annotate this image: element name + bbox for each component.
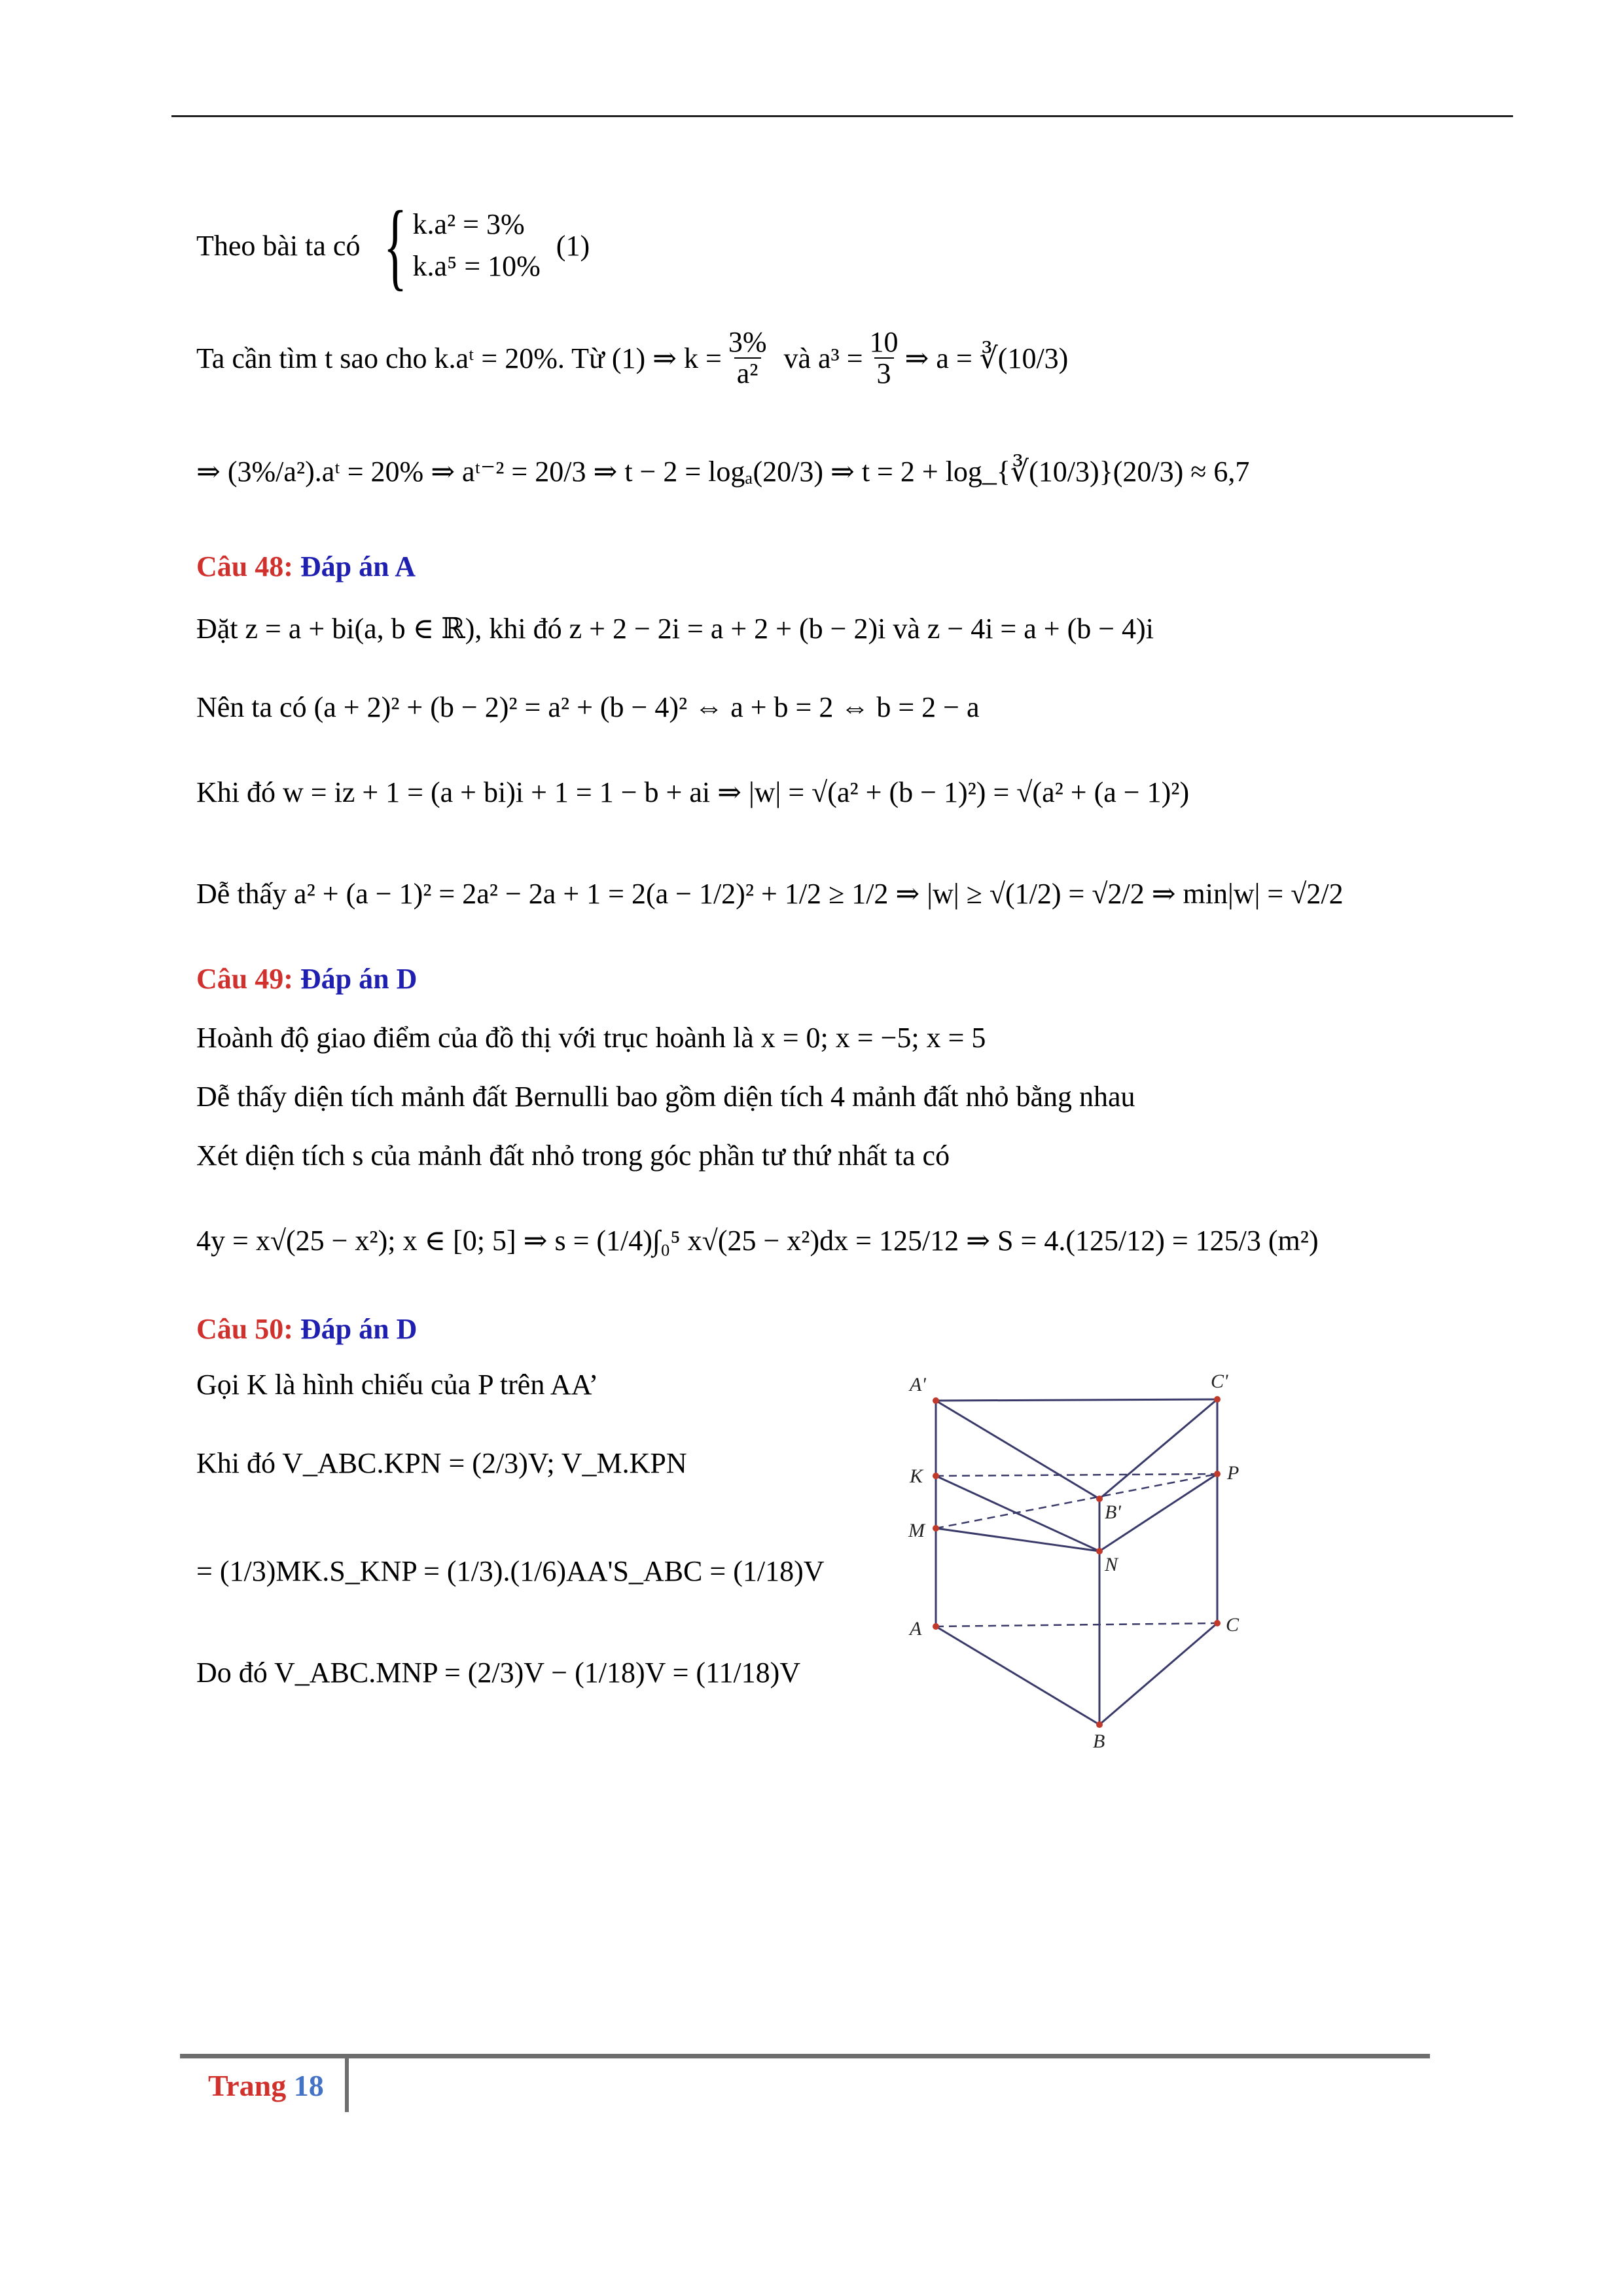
system-eq-2: k.a⁵ = 10%: [412, 250, 541, 282]
point-C1: [1214, 1396, 1221, 1403]
point-C: [1214, 1620, 1221, 1626]
point-P: [1214, 1471, 1221, 1477]
point-B: [1096, 1721, 1103, 1728]
q49-header: Câu 49: Đáp án D: [196, 963, 418, 995]
edge-KP: [936, 1474, 1217, 1476]
q50-line-1: Gọi K là hình chiếu của P trên AA’: [196, 1369, 599, 1401]
page-number: 18: [293, 2069, 324, 2102]
system-eq-1: k.a² = 3%: [412, 208, 525, 241]
label-P: P: [1227, 1462, 1240, 1484]
q49-line-4: 4y = x√(25 − x²); x ∈ [0; 5] ⇒ s = (1/4)∫₀⁵ x√(25 − x²)dx = 125/12 ⇒ S = 4.(125/12) = 125/3 (m²): [196, 1225, 1319, 1257]
point-M: [933, 1525, 939, 1532]
point-A1: [933, 1397, 939, 1404]
footer-rule: [180, 2054, 1430, 2058]
point-B1: [1096, 1496, 1103, 1502]
intro-system-line: [196, 191, 590, 300]
q50-header: Câu 50: Đáp án D: [196, 1313, 418, 1345]
point-K: [933, 1473, 939, 1479]
intro-theo-bai: Theo bài ta có: [196, 229, 361, 262]
page-label: Trang: [208, 2069, 287, 2102]
q50-line-2: Khi đó V_ABC.KPN = (2/3)V; V_M.KPN: [196, 1447, 687, 1479]
label-B: B: [1093, 1731, 1105, 1752]
intro-step: ⇒ (3%/a²).aᵗ = 20% ⇒ aᵗ⁻² = 20/3 ⇒ t − 2 = logₐ(20/3) ⇒ t = 2 + log_{∛(10/3)}(20/3) ≈ 6,7: [196, 456, 1250, 488]
edge-AB: [936, 1626, 1099, 1725]
q50-line-4: Do đó V_ABC.MNP = (2/3)V − (1/18)V = (11/18)V: [196, 1657, 801, 1689]
equation-system: { k.a² = 3% k.a⁵ = 10%: [383, 191, 541, 300]
point-A: [933, 1623, 939, 1630]
point-N: [1096, 1548, 1103, 1554]
q49-line-2: Dễ thấy diện tích mảnh đất Bernulli bao gồm diện tích 4 mảnh đất nhỏ bằng nhau: [196, 1081, 1135, 1113]
fraction-10-3: $\frac{10}{3}$: [869, 326, 899, 390]
q48-line-3: Khi đó w = iz + 1 = (a + bi)i + 1 = 1 − b + ai ⇒ |w| = √(a² + (b − 1)²) = √(a² + (a − 1)²): [196, 776, 1190, 808]
q48-line-4: Dễ thấy a² + (a − 1)² = 2a² − 2a + 1 = 2(a − 1/2)² + 1/2 ≥ 1/2 ⇒ |w| ≥ √(1/2) = √2/2 ⇒ min|w| = √2/2: [196, 878, 1344, 910]
edge-CB: [1099, 1623, 1217, 1725]
edge-C1B1: [1099, 1399, 1217, 1499]
label-B1: B': [1105, 1501, 1121, 1523]
q49-line-1: Hoành độ giao điểm của đồ thị với trục hoành là x = 0; x = −5; x = 5: [196, 1022, 986, 1054]
edge-A1C1: [936, 1399, 1217, 1401]
equation-tag: (1): [556, 229, 590, 262]
q50-line-3: = (1/3)MK.S_KNP = (1/3).(1/6)AA'S_ABC = (1/18)V: [196, 1555, 825, 1587]
q48-header: Câu 48: Đáp án A: [196, 550, 416, 583]
q49-line-3: Xét diện tích s của mảnh đất nhỏ trong góc phần tư thứ nhất ta có: [196, 1139, 950, 1172]
page-footer: [208, 2068, 324, 2103]
footer-divider: [345, 2058, 349, 2112]
q48-line-1: Đặt z = a + bi(a, b ∈ ℝ), khi đó z + 2 − 2i = a + 2 + (b − 2)i và z − 4i = a + (b − 4)i: [196, 613, 1154, 645]
top-rule: [171, 115, 1513, 117]
fraction-k: $\frac{3\%}{\text{a²}}$: [728, 326, 767, 390]
label-N: N: [1105, 1554, 1118, 1575]
edge-A1B1: [936, 1401, 1099, 1499]
intro-find-t: Ta cần tìm t sao cho k.aᵗ = 20%. Từ (1) ⇒ k = $\frac{3\%}{\text{a²}}$ và a³ = $\frac{10}{3}$ ⇒ a = ∛(10/3): [196, 326, 1069, 390]
label-K: K: [910, 1465, 923, 1487]
label-C1: C': [1211, 1371, 1228, 1392]
label-A: A: [910, 1618, 922, 1640]
label-A1: A': [910, 1374, 926, 1395]
edge-AC: [936, 1623, 1217, 1626]
q48-line-2: Nên ta có (a + 2)² + (b − 2)² = a² + (b − 4)² ⇔ a + b = 2 ⇔ b = 2 − a: [196, 691, 980, 723]
label-M: M: [908, 1520, 925, 1541]
prism-figure: [897, 1361, 1257, 1754]
label-C: C: [1226, 1614, 1240, 1636]
